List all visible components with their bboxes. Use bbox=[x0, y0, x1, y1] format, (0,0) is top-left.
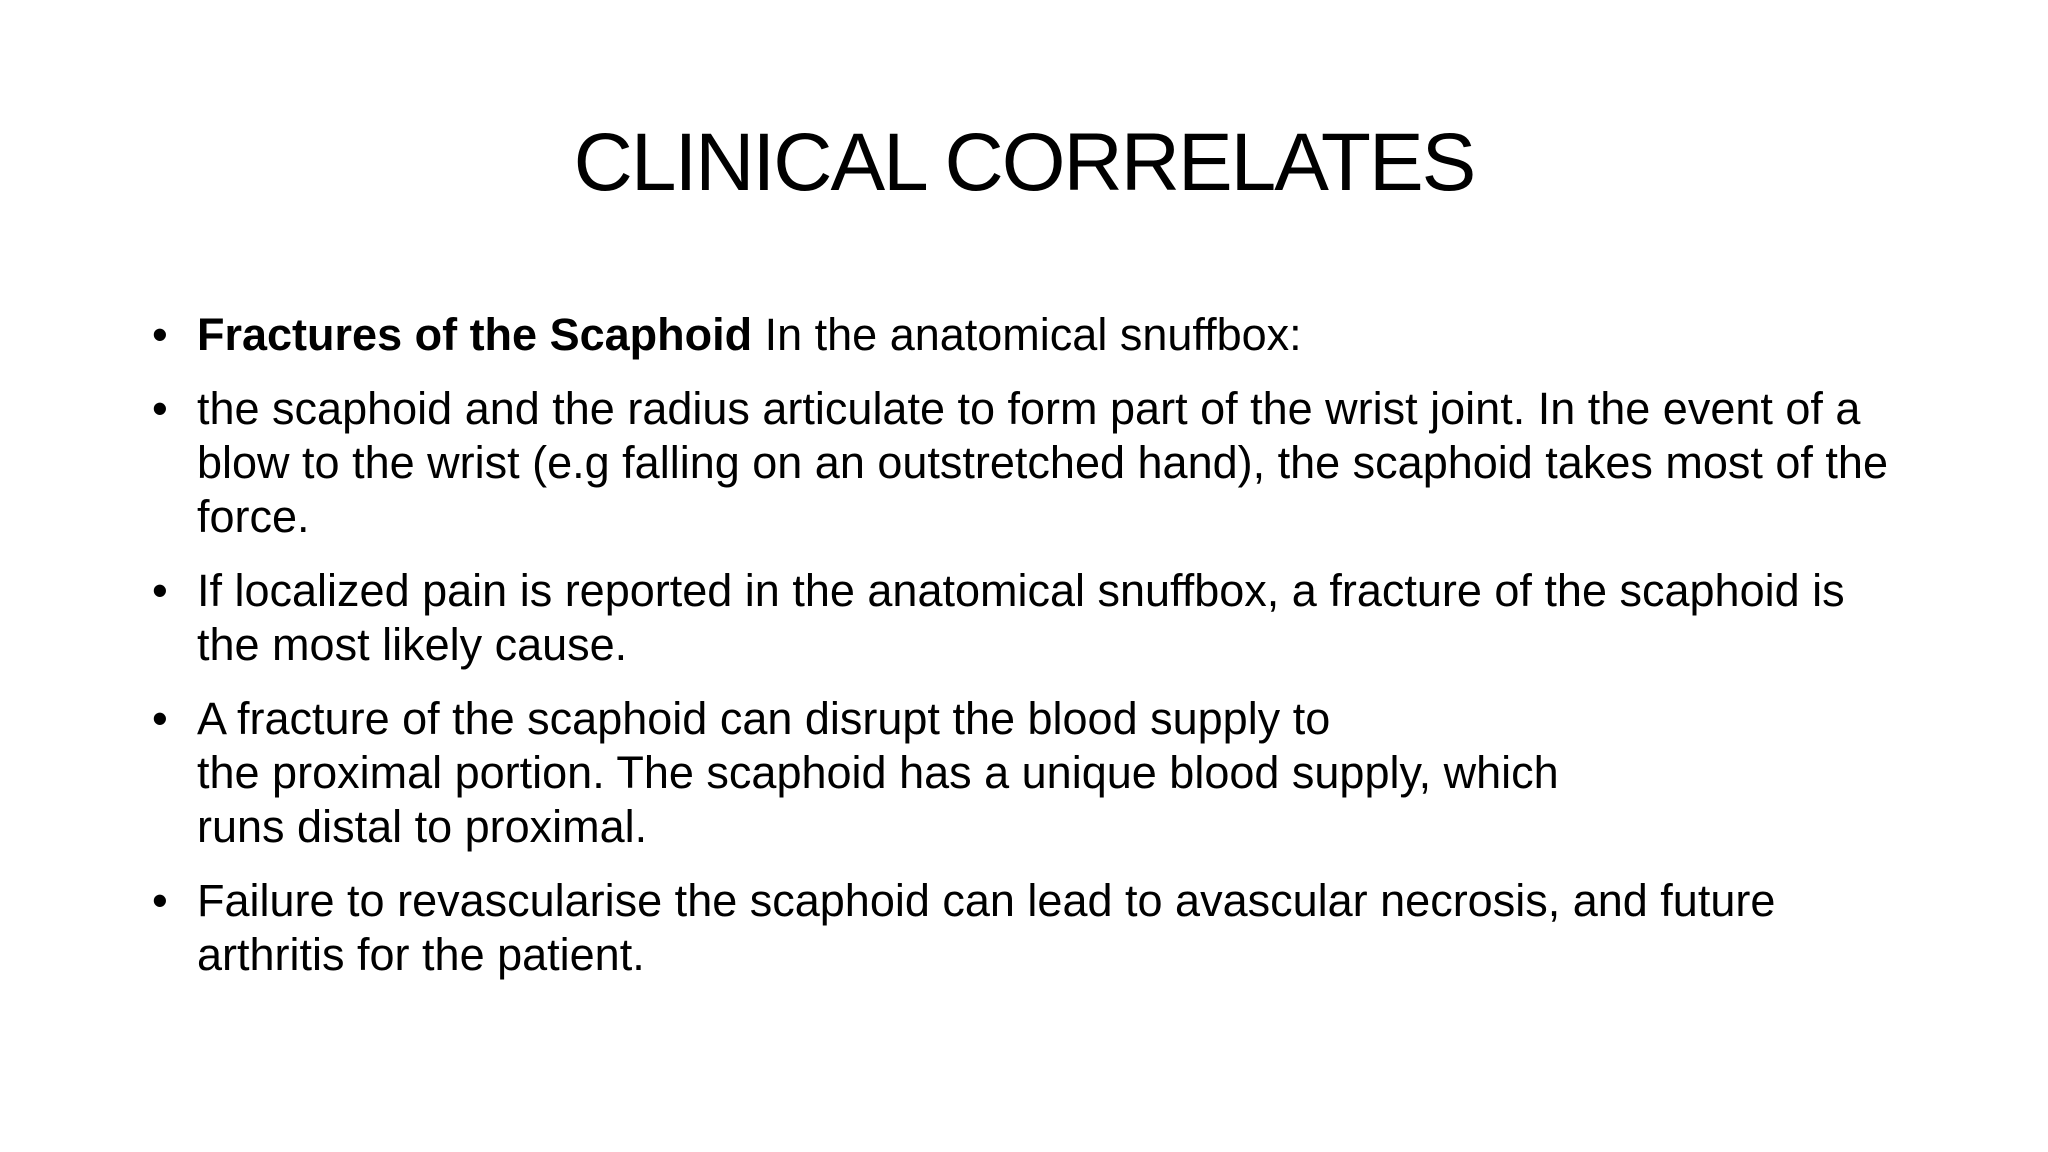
bullet-icon: • bbox=[152, 565, 168, 616]
bullet-icon: • bbox=[152, 693, 168, 744]
bullet-item-blood-supply bbox=[152, 692, 1912, 854]
bullet-bold-heading: Fractures of the Scaphoid bbox=[197, 309, 753, 360]
bullet-item-localized-pain bbox=[152, 564, 1912, 672]
bullet-text: Failure to revascularise the scaphoid can lead to avascular necrosis, and future arthritis for the patient. bbox=[197, 875, 1776, 980]
bullet-text-line: A fracture of the scaphoid can disrupt the blood supply to bbox=[197, 693, 1331, 744]
slide-title: CLINICAL CORRELATES bbox=[573, 117, 1475, 208]
bullet-text-line: the proximal portion. The scaphoid has a unique blood supply, which bbox=[197, 747, 1559, 798]
bullet-item-wrist-joint bbox=[152, 382, 1912, 544]
bullet-list bbox=[152, 308, 1912, 1002]
bullet-text-line: runs distal to proximal. bbox=[197, 801, 648, 852]
bullet-text: In the anatomical snuffbox: bbox=[752, 309, 1302, 360]
bullet-icon: • bbox=[152, 875, 168, 926]
bullet-icon: • bbox=[152, 309, 168, 360]
bullet-text: If localized pain is reported in the anatomical snuffbox, a fracture of the scaphoid is the most likely cause. bbox=[197, 565, 1845, 670]
bullet-item-scaphoid-fractures bbox=[152, 308, 1912, 362]
bullet-text: the scaphoid and the radius articulate to form part of the wrist joint. In the event of a blow to the wrist (e.g falling on an outstretched hand), the scaphoid takes most of the force. bbox=[197, 383, 1888, 542]
bullet-item-revascularise bbox=[152, 874, 1912, 982]
bullet-icon: • bbox=[152, 383, 168, 434]
